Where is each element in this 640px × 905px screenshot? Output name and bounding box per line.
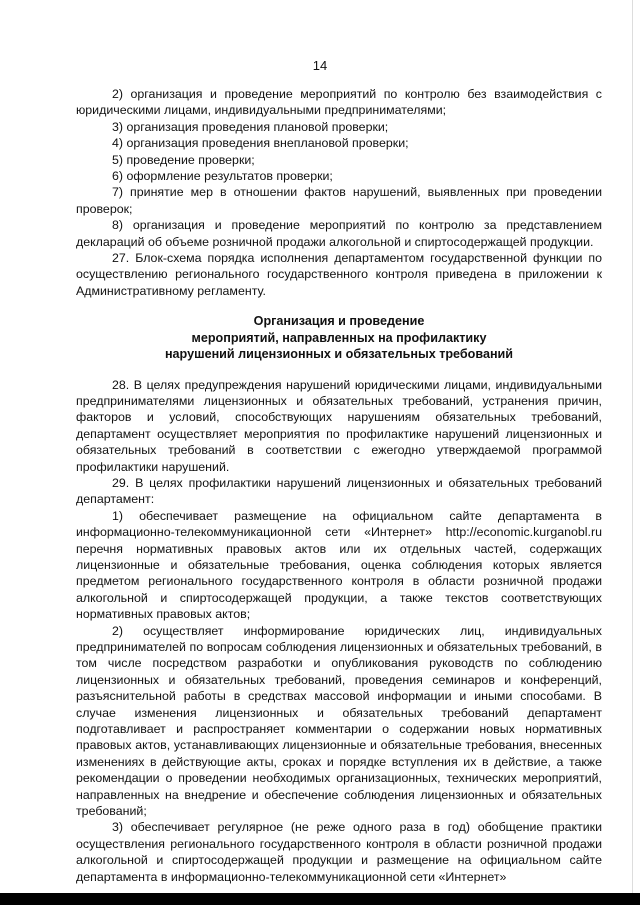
list-item-6: 6) оформление результатов проверки;	[112, 169, 333, 184]
list-item-2: 2) организация и проведение мероприятий по контролю без взаимодействия с юридическими лицами, индивидуальными предпринимателями;	[76, 87, 602, 118]
paragraph-29-item-3: 3) обеспечивает регулярное (не реже одного раза в год) обобщение практики осуществления регионального государственного контроля в области розничной продажи алкогольной и спиртосодержащей продукции и размещение на официальном сайте департамента в информационно-телекоммуникационной сети «Интернет»	[76, 820, 602, 884]
page-number: 14	[312, 58, 328, 73]
scan-bottom-border	[0, 893, 640, 905]
paragraph-29-item-2: 2) осуществляет информирование юридических лиц, индивидуальных предпринимателей по вопросам соблюдения лицензионных и обязательных требований, в том числе посредством разработки и опубликования руководств по соблюдению лицензионных и обязательных требований, проведения семинаров и конференций, разъяснительной работы в средствах массовой информации и иными способами. В случае изменения лицензионных и обязательных требований департамент подготавливает и распространяет комментарии о содержании новых нормативных правовых актов, устанавливающих лицензионные и обязательные требования, внесенных изменениях в действующие акты, сроках и порядке вступления их в действие, а также рекомендации о проведении необходимых организационных, технических мероприятий, направленных на внедрение и обеспечение соблюдения лицензионных и обязательных требований;	[76, 623, 602, 819]
paragraph-29-item-1: 1) обеспечивает размещение на официальном сайте департамента в информационно-телекоммуникационной сети «Интернет» http://economic.kurganobl.ru перечня нормативных правовых актов или их отдельных частей, содержащих лицензионные и обязательные требования, оценка соблюдения которых является предметом регионального государственного контроля в области розничной продажи алкогольной и спиртосодержащей продукции, а также текстов соответствующих нормативных правовых актов;	[76, 508, 602, 622]
section-heading	[76, 313, 602, 362]
paragraph-28: 28. В целях предупреждения нарушений юридическими лицами, индивидуальными предпринимателями лицензионных и обязательных требований, устранения причин, факторов и условий, способствующих нарушениям обязательных требований, департамент осуществляет мероприятия по профилактике нарушений лицензионных и обязательных требований в соответствии с ежегодно утверждаемой программой профилактики нарушений.	[76, 377, 602, 474]
list-item-3: 3) организация проведения плановой проверки;	[112, 119, 389, 134]
document-body	[76, 86, 602, 885]
list-item-8: 8) организация и проведение мероприятий по контролю за представлением деклараций об объеме розничной продажи алкогольной и спиртосодержащей продукции.	[76, 218, 602, 249]
scan-edge-line	[632, 0, 633, 905]
section-heading-line-2: мероприятий, направленных на профилактику	[191, 330, 487, 345]
list-item-7: 7) принятие мер в отношении фактов нарушений, выявленных при проведении проверок;	[76, 185, 602, 216]
section-heading-line-3: нарушений лицензионных и обязательных требований	[164, 347, 514, 362]
paragraph-29: 29. В целях профилактики нарушений лицензионных и обязательных требований департамент:	[76, 475, 602, 507]
list-item-5: 5) проведение проверки;	[112, 152, 255, 167]
list-item-4: 4) организация проведения внеплановой проверки;	[112, 136, 409, 151]
section-heading-line-1: Организация и проведение	[253, 314, 425, 329]
paragraph-27: 27. Блок-схема порядка исполнения департаментом государственной функции по осуществлению регионального государственного контроля приведена в приложении к Административному регламенту.	[76, 251, 602, 298]
